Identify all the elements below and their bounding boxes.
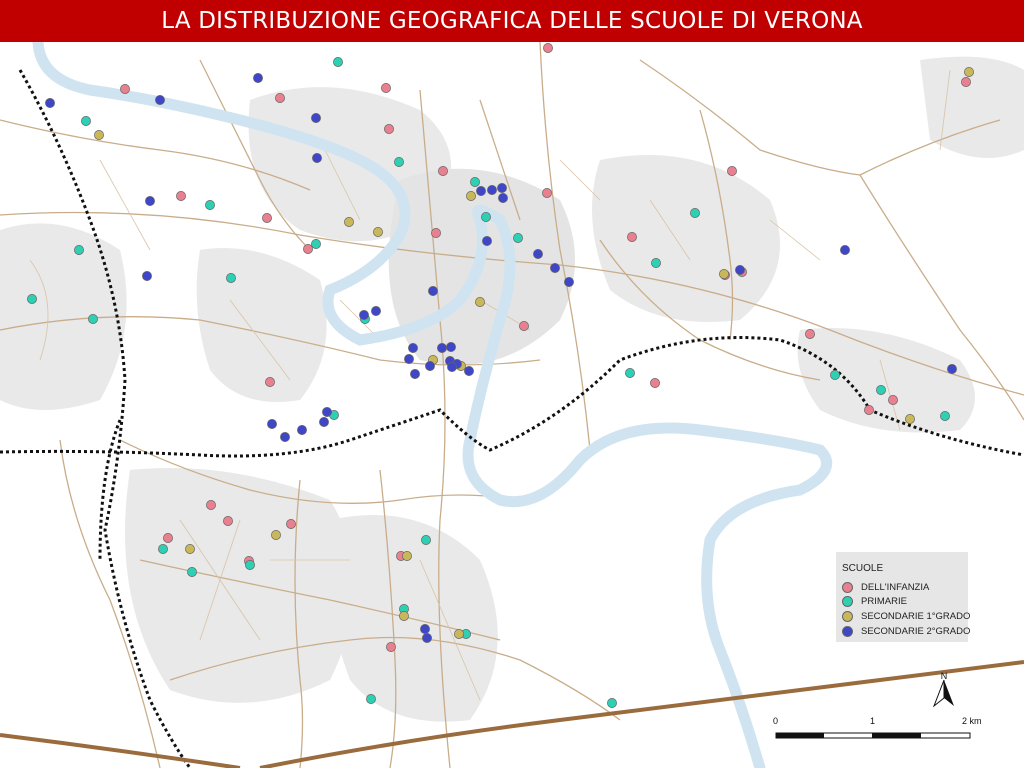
school-point-sec1	[475, 297, 484, 306]
school-point-sec2	[155, 95, 164, 104]
legend-dot-primarie	[842, 596, 853, 607]
school-point-sec2	[437, 343, 446, 352]
school-point-sec1	[454, 629, 463, 638]
legend-item-sec1	[842, 609, 970, 623]
scale-label-1: 1	[870, 716, 876, 726]
school-point-infanzia	[223, 516, 232, 525]
school-point-infanzia	[176, 191, 185, 200]
legend-label: SECONDARIE 1°GRADO	[861, 610, 971, 622]
school-point-primarie	[470, 177, 479, 186]
school-point-infanzia	[386, 642, 395, 651]
scale-bar-graphic	[770, 716, 990, 746]
school-point-infanzia	[543, 43, 552, 52]
map-canvas[interactable]	[0, 42, 1024, 768]
school-point-sec2	[420, 624, 429, 633]
school-point-sec1	[344, 217, 353, 226]
school-point-sec2	[840, 245, 849, 254]
school-point-sec2	[447, 362, 456, 371]
school-point-sec2	[425, 361, 434, 370]
school-point-infanzia	[120, 84, 129, 93]
school-point-primarie	[245, 560, 254, 569]
school-point-primarie	[421, 535, 430, 544]
school-point-sec2	[297, 425, 306, 434]
school-point-sec2	[311, 113, 320, 122]
school-point-primarie	[876, 385, 885, 394]
legend-item-infanzia	[842, 580, 929, 594]
school-point-sec2	[322, 407, 331, 416]
school-point-sec2	[428, 286, 437, 295]
school-point-sec1	[185, 544, 194, 553]
school-point-sec2	[482, 236, 491, 245]
school-point-sec2	[498, 193, 507, 202]
school-point-sec2	[487, 185, 496, 194]
school-point-sec2	[564, 277, 573, 286]
school-point-infanzia	[262, 213, 271, 222]
school-point-primarie	[74, 245, 83, 254]
school-point-sec2	[253, 73, 262, 82]
school-point-infanzia	[805, 329, 814, 338]
scale-label-0: 0	[773, 716, 779, 726]
school-point-sec2	[280, 432, 289, 441]
school-point-sec2	[408, 343, 417, 352]
school-point-primarie	[333, 57, 342, 66]
school-point-sec1	[466, 191, 475, 200]
school-point-primarie	[88, 314, 97, 323]
map-title: LA DISTRIBUZIONE GEOGRAFICA DELLE SCUOLE DI VERONA	[161, 8, 863, 34]
school-point-primarie	[651, 258, 660, 267]
school-point-infanzia	[864, 405, 873, 414]
legend	[836, 552, 971, 642]
school-point-primarie	[481, 212, 490, 221]
title-bar	[0, 0, 1024, 42]
school-point-primarie	[81, 116, 90, 125]
school-point-sec2	[550, 263, 559, 272]
school-point-sec2	[404, 354, 413, 363]
legend-dot-sec1	[842, 611, 853, 622]
school-point-sec2	[267, 419, 276, 428]
scale-bar	[770, 716, 990, 746]
school-point-primarie	[940, 411, 949, 420]
school-point-sec1	[402, 551, 411, 560]
legend-dot-sec2	[842, 626, 853, 637]
legend-dot-infanzia	[842, 582, 853, 593]
school-point-primarie	[158, 544, 167, 553]
school-point-sec2	[735, 265, 744, 274]
school-point-infanzia	[265, 377, 274, 386]
legend-label: PRIMARIE	[861, 595, 907, 607]
legend-title: SCUOLE	[842, 563, 884, 574]
school-point-primarie	[394, 157, 403, 166]
school-point-sec2	[142, 271, 151, 280]
school-point-primarie	[311, 239, 320, 248]
school-point-infanzia	[286, 519, 295, 528]
school-point-sec1	[271, 530, 280, 539]
school-point-primarie	[187, 567, 196, 576]
school-point-infanzia	[275, 93, 284, 102]
school-point-sec2	[45, 98, 54, 107]
school-point-infanzia	[888, 395, 897, 404]
school-point-sec1	[373, 227, 382, 236]
school-point-infanzia	[961, 77, 970, 86]
school-point-sec2	[312, 153, 321, 162]
school-point-infanzia	[431, 228, 440, 237]
school-point-infanzia	[384, 124, 393, 133]
school-point-primarie	[625, 368, 634, 377]
school-point-primarie	[226, 273, 235, 282]
school-point-infanzia	[519, 321, 528, 330]
school-point-sec1	[399, 611, 408, 620]
legend-item-primarie	[842, 594, 907, 608]
school-point-primarie	[205, 200, 214, 209]
school-point-infanzia	[542, 188, 551, 197]
school-point-sec2	[533, 249, 542, 258]
school-point-sec2	[464, 366, 473, 375]
school-point-infanzia	[303, 244, 312, 253]
school-point-sec1	[964, 67, 973, 76]
school-point-sec2	[947, 364, 956, 373]
legend-item-sec2	[842, 624, 970, 638]
scale-label-2: 2 km	[962, 716, 982, 726]
school-point-infanzia	[727, 166, 736, 175]
school-point-infanzia	[206, 500, 215, 509]
school-point-primarie	[366, 694, 375, 703]
school-point-infanzia	[381, 83, 390, 92]
school-point-infanzia	[163, 533, 172, 542]
school-point-primarie	[27, 294, 36, 303]
school-point-sec1	[94, 130, 103, 139]
school-point-sec2	[476, 186, 485, 195]
school-point-sec2	[410, 369, 419, 378]
school-point-primarie	[690, 208, 699, 217]
school-point-sec2	[497, 183, 506, 192]
school-point-infanzia	[650, 378, 659, 387]
school-point-sec2	[359, 310, 368, 319]
school-point-sec2	[145, 196, 154, 205]
legend-label: SECONDARIE 2°GRADO	[861, 625, 971, 637]
school-point-sec2	[422, 633, 431, 642]
school-point-sec2	[319, 417, 328, 426]
school-point-primarie	[607, 698, 616, 707]
legend-label: DELL'INFANZIA	[861, 581, 930, 593]
svg-text:N: N	[940, 671, 948, 681]
school-point-primarie	[830, 370, 839, 379]
school-point-infanzia	[438, 166, 447, 175]
school-point-primarie	[513, 233, 522, 242]
school-point-sec1	[719, 269, 728, 278]
school-point-infanzia	[627, 232, 636, 241]
north-arrow-icon	[932, 670, 956, 708]
school-point-sec2	[446, 342, 455, 351]
school-point-sec2	[371, 306, 380, 315]
school-point-sec1	[905, 414, 914, 423]
